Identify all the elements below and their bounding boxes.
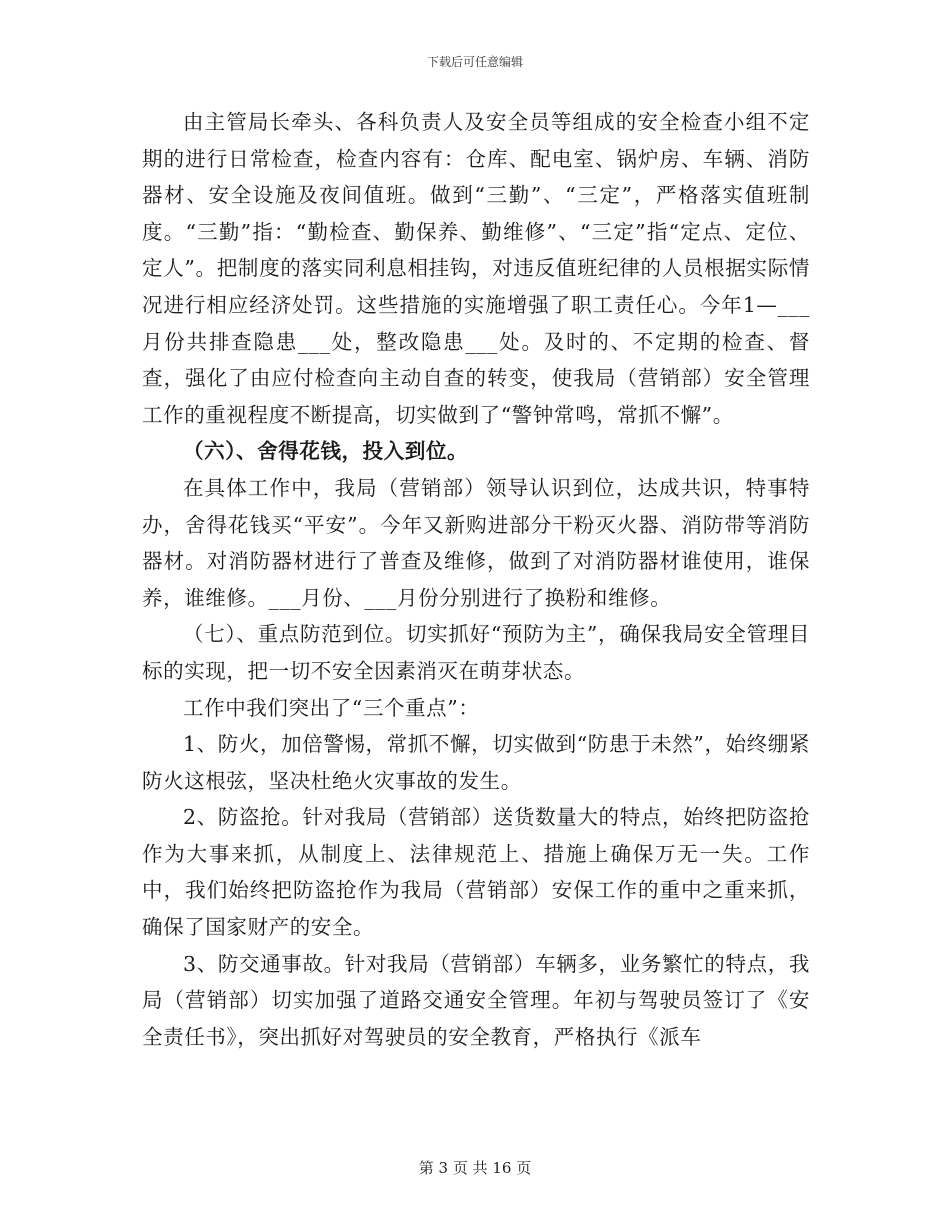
list-item-theft-prevention: 2、防盗抢。针对我局（营销部）送货数量大的特点，始终把防盗抢作为大事来抓，从制度上、法律规范上、措施上确保万无一失。工作中，我们始终把防盗抢作为我局（营销部）安保工作的重中之重来抓，确保了国家财产的安全。 <box>142 805 810 940</box>
page-header: 下载后可任意编辑 <box>426 55 523 69</box>
list-item-fire-prevention: 1、防火，加倍警惕，常抓不懈，切实做到“防患于未然”，始终绷紧防火这根弦，坚决杜绝火灾事故的发生。 <box>142 732 810 793</box>
section-heading-six: （六）、舍得花钱，投入到位。 <box>183 439 469 464</box>
section-heading-seven: （七）、重点防范到位。切实抓好“预防为主”，确保我局安全管理目标的实现，把一切不安全因素消灭在萌芽状态。 <box>142 622 810 683</box>
page-footer: 第 3 页 共 16 页 <box>418 1159 532 1177</box>
paragraph-inspection: 由主管局长牵头、各科负责人及安全员等组成的安全检查小组不定期的进行日常检查，检查内容有：仓库、配电室、锅炉房、车辆、消防器材、安全设施及夜间值班。做到“三勤”、“三定”，严格落实值班制度。“三勤”指：“勤检查、勤保养、勤维修”、“三定”指“定点、定位、定人”。把制度的落实同利息相挂钩，对违反值班纪律的人员根据实际情况进行相应经济处罚。这些措施的实施增强了职工责任心。今年1—___月份共排查隐患___处，整改隐患___处。及时的、不定期的检查、督查，强化了由应付检查向主动自查的转变，使我局（营销部）安全管理工作的重视程度不断提高，切实做到了“警钟常鸣，常抓不懈”。 <box>142 110 810 427</box>
paragraph-three-focus: 工作中我们突出了“三个重点”： <box>183 695 480 720</box>
list-item-traffic-prevention: 3、防交通事故。针对我局（营销部）车辆多，业务繁忙的特点，我局（营销部）切实加强了道路交通安全管理。年初与驾驶员签订了《安全责任书》，突出抓好对驾驶员的安全教育，严格执行《派车 <box>142 951 810 1049</box>
paragraph-investment: 在具体工作中，我局（营销部）领导认识到位，达成共识，特事特办，舍得花钱买“平安”。今年又新购进部分干粉灭火器、消防带等消防器材。对消防器材进行了普查及维修，做到了对消防器材谁使用，谁保养，谁维修。___月份、___月份分别进行了换粉和维修。 <box>142 475 810 610</box>
document-body <box>142 104 810 1055</box>
